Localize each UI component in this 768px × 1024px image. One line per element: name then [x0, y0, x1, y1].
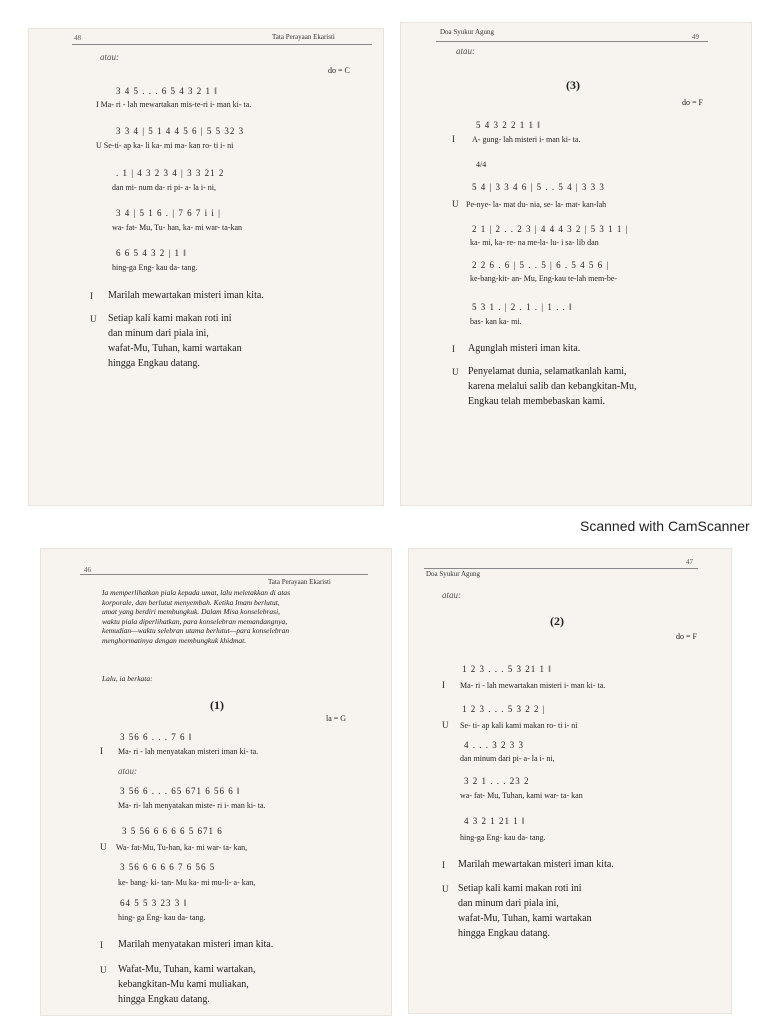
music-lyrics: Ma- ri- lah menyatakan miste- ri i- man ki- ta.: [118, 801, 266, 810]
music-lyrics: wa- fat- Mu, Tu- han, ka- mi war- ta-kan: [112, 223, 243, 232]
music-lyrics: Ma- ri - lah mewartakan misteri i- man ki- ta.: [460, 681, 606, 690]
response-u-line: Setiap kali kami makan roti ini: [108, 313, 232, 324]
music-lyrics: Pe-nye- la- mat du- nia, se- la- mat- kan-lah: [466, 200, 607, 209]
response-i: Marilah mewartakan misteri iman kita.: [458, 859, 614, 870]
page-46: [40, 548, 392, 1016]
role-i: I: [100, 746, 103, 756]
running-head: Tata Perayaan Ekaristi: [268, 578, 331, 586]
section-number: (2): [550, 614, 564, 628]
response-u-line: hingga Engkau datang.: [118, 994, 210, 1005]
role-i: I: [442, 680, 445, 690]
key-signature: la = G: [326, 714, 347, 723]
music-lyrics: wa- fat- Mu, Tuhan, kami war- ta- kan: [460, 791, 583, 800]
music-lyrics: ka- mi, ka- re- na me-la- lu- i sa- lib dan: [470, 238, 599, 247]
response-u-line: kebangkitan-Mu kami muliakan,: [118, 979, 249, 990]
atau-label: atau:: [118, 766, 137, 776]
music-notes: 3 56 6 6 6 6 7 6 56 5: [120, 862, 216, 872]
scanner-watermark: Scanned with CamScanner: [580, 518, 750, 534]
music-notes: 3 4 5 . . . 6 5 4 3 2 1 ‖: [116, 86, 218, 96]
music-notes: 4 . . . 3 2 3 3: [464, 740, 524, 750]
rubric-lalu: Lalu, ia berkata:: [102, 674, 153, 683]
music-notes: 3 2 1 . . . 23 2: [464, 776, 530, 786]
response-i: Agunglah misteri iman kita.: [468, 343, 581, 354]
time-signature: 4/4: [476, 160, 487, 169]
music-notes: . 1 | 4 3 2 3 4 | 3 3 21 2: [116, 168, 225, 178]
rubric-line: waktu piala diperlihatkan, para konselebran memandangnya,: [102, 616, 288, 626]
music-notes: 2 1 | 2 . . 2 3 | 4 4 4 3 2 | 5 3 1 1 |: [472, 224, 629, 234]
music-lyrics: U Se-ti- ap ka- li ka- mi ma- kan ro- ti i- ni: [96, 141, 234, 150]
music-lyrics: hing-ga Eng- kau da- tang.: [460, 833, 546, 842]
music-lyrics: Se- ti- ap kali kami makan ro- ti i- ni: [460, 721, 578, 730]
music-notes: 6 6 5 4 3 2 | 1 ‖: [116, 248, 187, 258]
music-lyrics: bas- kan ka- mi.: [470, 317, 522, 326]
key-signature: do = F: [676, 632, 697, 641]
music-lyrics: hing- ga Eng- kau da- tang.: [118, 913, 206, 922]
rubric: [102, 588, 370, 646]
response-u-line: dan minum dari piala ini,: [458, 898, 559, 909]
response-u-line: hingga Engkau datang.: [458, 928, 550, 939]
music-notes: 2 2 6 . 6 | 5 . . 5 | 6 . 5 4 5 6 |: [472, 260, 610, 270]
response-i: Marilah mewartakan misteri iman kita.: [108, 290, 264, 301]
music-notes: 3 3 4 | 5 1 4 4 5 6 | 5 5 32 3: [116, 126, 245, 136]
rubric-line: korporale, dan berlutut menyembah. Ketika Imam berlutut,: [102, 597, 280, 607]
response-u-line: Penyelamat dunia, selamatkanlah kami,: [468, 366, 627, 377]
response-u-line: hingga Engkau datang.: [108, 358, 200, 369]
running-head: Doa Syukur Agung: [440, 28, 495, 36]
response-u-line: dan minum dari piala ini,: [108, 328, 209, 339]
atau-label: atau:: [456, 46, 475, 56]
music-notes: 1 2 3 . . . 5 3 2 2 |: [462, 704, 546, 714]
page-49: [400, 22, 752, 506]
music-notes: 1 2 3 . . . 5 3 21 1 ‖: [462, 664, 552, 674]
rubric-line: kemudian—waktu selebran utama berlutut—para konselebran: [102, 626, 290, 636]
atau-label: atau:: [100, 52, 119, 62]
page-number: 49: [692, 33, 699, 41]
role-u: U: [90, 314, 97, 324]
role-u: U: [100, 842, 107, 852]
page-number: 47: [686, 558, 693, 566]
response-u-line: karena melalui salib dan kebangkitan-Mu,: [468, 381, 637, 392]
role-u: U: [452, 199, 459, 209]
music-lyrics: dan mi- num da- ri pi- a- la i- ni,: [112, 183, 216, 192]
section-number: (3): [566, 78, 580, 92]
music-notes: 5 4 | 3 3 4 6 | 5 . . 5 4 | 3 3 3: [472, 182, 605, 192]
role-u: U: [442, 884, 449, 894]
role-i: I: [452, 344, 455, 354]
page-47: [408, 548, 732, 1014]
page-48: [28, 28, 384, 506]
music-lyrics: ke-bang-kit- an- Mu, Eng-kau te-lah mem-be-: [470, 274, 618, 283]
music-notes: 5 4 3 2 2 1 1 ‖: [476, 120, 541, 130]
music-notes: 3 5 56 6 6 6 6 5 671 6: [122, 826, 223, 836]
key-signature: do = F: [682, 98, 703, 107]
music-lyrics: A- gung- lah misteri i- man ki- ta.: [472, 135, 581, 144]
response-u-line: Wafat-Mu, Tuhan, kami wartakan,: [118, 964, 256, 975]
role-i: I: [452, 134, 455, 144]
running-head: Tata Perayaan Ekaristi: [272, 33, 335, 41]
music-notes: 3 4 | 5 1 6 . | 7 6 7 i i |: [116, 208, 221, 218]
role-i: I: [442, 860, 445, 870]
role-i: I: [100, 940, 103, 950]
page-number: 48: [74, 34, 81, 42]
response-u-line: Engkau telah membebaskan kami.: [468, 396, 606, 407]
music-notes: 5 3 1 . | 2 . 1 . | 1 . . ‖: [472, 302, 573, 312]
page-number: 46: [84, 566, 91, 574]
rubric-line: umat yang berdiri membungkuk. Dalam Misa konselebrasi,: [102, 607, 281, 617]
rubric-line: Ia memperlihatkan piala kepada umat, lalu meletakkan di atas: [102, 588, 291, 597]
music-lyrics: Wa- fat-Mu, Tu-han, ka- mi war- ta- kan,: [116, 843, 248, 852]
response-i: Marilah menyatakan misteri iman kita.: [118, 939, 274, 950]
music-notes: 4 3 2 1 21 1 ‖: [464, 816, 526, 826]
key-signature: do = C: [328, 66, 350, 75]
music-notes: 64 5 5 3 23 3 ‖: [120, 898, 188, 908]
section-number: (1): [210, 698, 224, 712]
role-u: U: [452, 367, 459, 377]
response-u-line: Setiap kali kami makan roti ini: [458, 883, 582, 894]
music-lyrics: Ma- ri - lah menyatakan misteri iman ki- ta.: [118, 747, 259, 756]
music-notes: 3 56 6 . . . 65 671 6 56 6 ‖: [120, 786, 241, 796]
role-u: U: [100, 965, 107, 975]
role-i: I: [90, 291, 93, 301]
atau-label: atau:: [442, 590, 461, 600]
running-head: Doa Syukur Agung: [426, 570, 481, 578]
music-lyrics: ke- bang- ki- tan- Mu ka- mi mu-li- a- kan,: [118, 878, 256, 887]
music-lyrics: hing-ga Eng- kau da- tang.: [112, 263, 198, 272]
music-lyrics: I Ma- ri - lah mewartakan mis-te-ri i- man ki- ta.: [96, 100, 252, 109]
music-lyrics: dan minum dari pi- a- la i- ni,: [460, 754, 555, 763]
music-notes: 3 56 6 . . . 7 6 ‖: [120, 732, 193, 742]
response-u-line: wafat-Mu, Tuhan, kami wartakan: [108, 343, 242, 354]
rubric-line: menghormatinya dengan membungkuk khidmat.: [102, 635, 247, 645]
response-u-line: wafat-Mu, Tuhan, kami wartakan: [458, 913, 592, 924]
role-u: U: [442, 720, 449, 730]
